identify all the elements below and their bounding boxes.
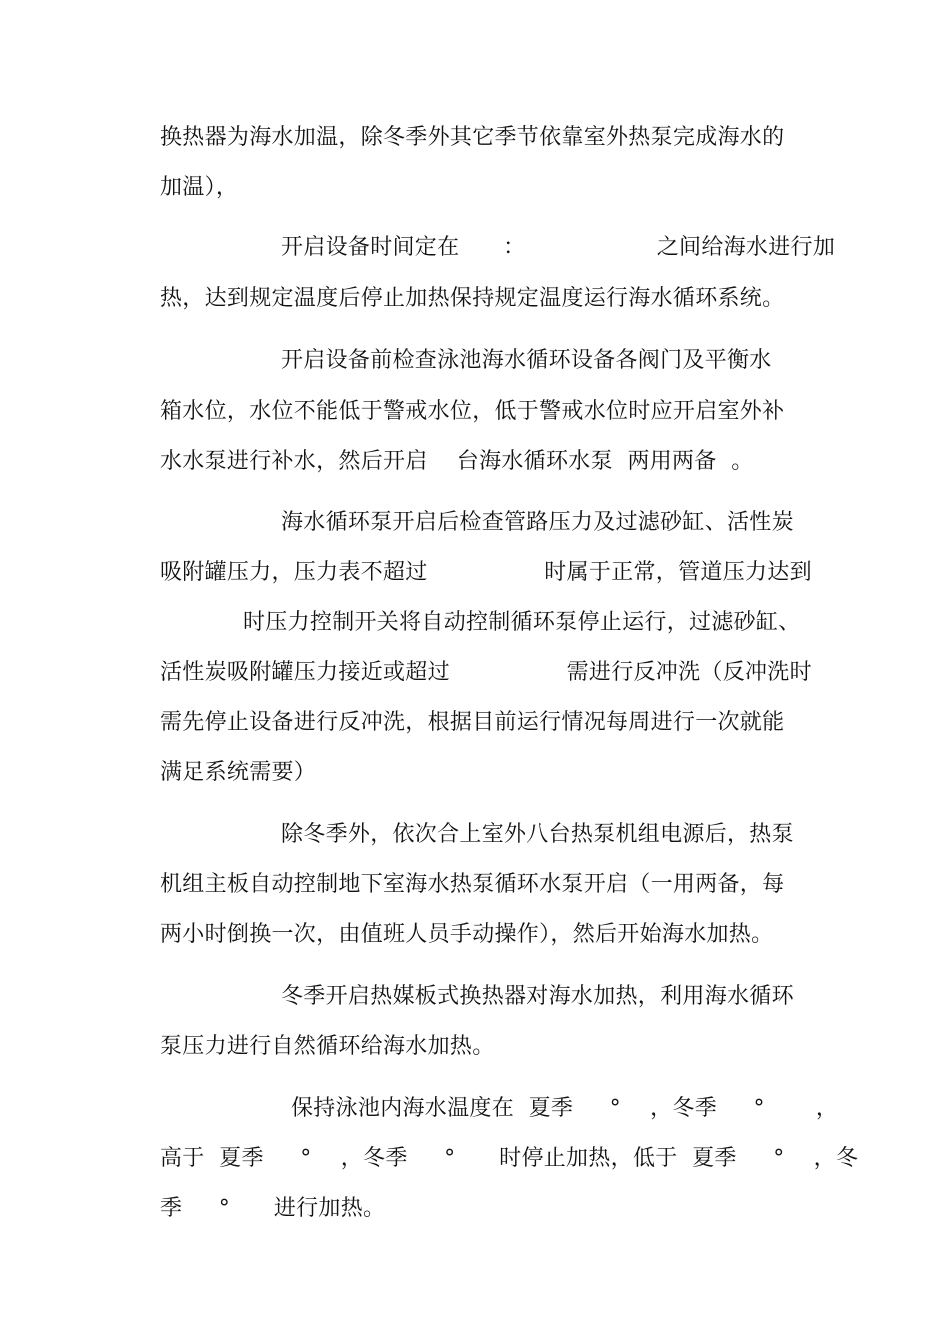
- text-line: 机组主板自动控制地下室海水热泵循环水泵开启（一用两备，每: [160, 872, 785, 897]
- text-line: 开启设备时间定在 ： 之间给海水进行加: [281, 235, 836, 260]
- text-line: 冬季开启热媒板式换热器对海水加热，利用海水循环: [281, 984, 794, 1009]
- text-line: 换热器为海水加温，除冬季外其它季节依靠室外热泵完成海水的: [160, 125, 785, 150]
- text-line: 开启设备前检查泳池海水循环设备各阀门及平衡水: [281, 348, 772, 373]
- text-line: 保持泳池内海水温度在 夏季 ° ，冬季 ° ，: [291, 1096, 839, 1121]
- text-line: 活性炭吸附罐压力接近或超过 需进行反冲洗（反冲洗时: [160, 660, 812, 685]
- text-line: 泵压力进行自然循环给海水加热。: [160, 1034, 495, 1059]
- text-line: 两小时倒换一次，由值班人员手动操作），然后开始海水加热。: [160, 922, 774, 947]
- text-line: 季 ° 进行加热。: [160, 1196, 386, 1221]
- text-line: 海水循环泵开启后检查管路压力及过滤砂缸、活性炭: [281, 510, 794, 535]
- text-line: 箱水位，水位不能低于警戒水位，低于警戒水位时应开启室外补: [160, 399, 785, 424]
- text-line: 时压力控制开关将自动控制循环泵停止运行，过滤砂缸、: [243, 610, 801, 635]
- text-line: 满足系统需要）: [160, 760, 317, 785]
- text-line: 加温），: [160, 175, 239, 200]
- text-line: 高于 夏季 ° ，冬季 ° 时停止加热，低于 夏季 ° ，冬: [160, 1146, 859, 1171]
- text-line: 热，达到规定温度后停止加热保持规定温度运行海水循环系统。: [160, 286, 785, 311]
- text-line: 水水泵进行补水，然后开启 台海水循环水泵 两用两备 。: [160, 449, 754, 474]
- text-line: 除冬季外，依次合上室外八台热泵机组电源后，热泵: [281, 822, 794, 847]
- text-line: 需先停止设备进行反冲洗，根据目前运行情况每周进行一次就能: [160, 710, 785, 735]
- text-line: 吸附罐压力，压力表不超过 时属于正常，管道压力达到: [160, 560, 812, 585]
